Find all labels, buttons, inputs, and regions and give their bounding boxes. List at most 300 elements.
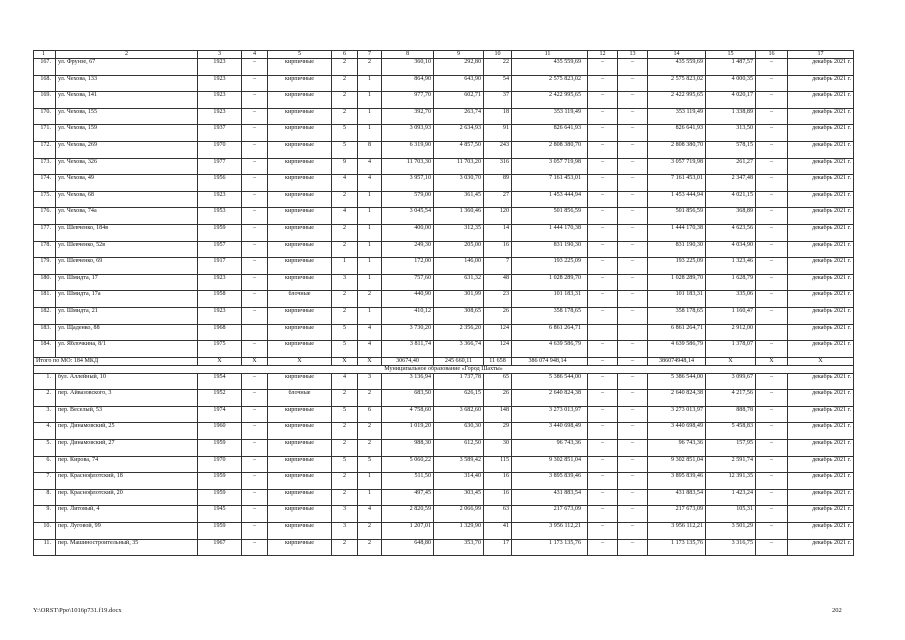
table-cell: 1 — [358, 307, 382, 324]
table-cell: 11. — [34, 539, 56, 556]
table-cell: – — [588, 539, 618, 556]
table-cell: 4 — [332, 208, 358, 225]
table-cell: 7 161 453,01 — [512, 175, 588, 192]
table-cell: 386 074 948,14 — [512, 357, 588, 365]
table-cell: 1 360,46 — [434, 208, 484, 225]
table-cell: 96 743,36 — [512, 440, 588, 457]
table-cell: 3 273 013,97 — [648, 406, 706, 423]
table-cell: 1970 — [198, 456, 242, 473]
table-cell: бул. Аллейный, 10 — [56, 373, 198, 390]
table-cell: 3 — [332, 523, 358, 540]
table-cell: кирпичные — [268, 258, 332, 275]
table-cell: 15 — [706, 51, 756, 59]
table-cell: – — [242, 59, 268, 76]
table-cell: 1954 — [198, 373, 242, 390]
table-cell: 1952 — [198, 390, 242, 407]
table-cell: 4 — [332, 373, 358, 390]
table-cell: 181. — [34, 291, 56, 308]
table-cell: 1 — [358, 258, 382, 275]
table-cell: 1 628,79 — [706, 274, 756, 291]
table-cell: 1 — [358, 473, 382, 490]
table-cell: 578,15 — [706, 141, 756, 158]
table-cell: кирпичные — [268, 241, 332, 258]
table-cell: 6 — [358, 406, 382, 423]
table-cell: 7 — [358, 51, 382, 59]
table-row — [34, 108, 854, 125]
table-cell: 1956 — [198, 175, 242, 192]
table-cell: – — [242, 75, 268, 92]
table-cell: 4 — [358, 175, 382, 192]
table-cell: 2 — [358, 440, 382, 457]
table-cell: ул. Шевченко, 52в — [56, 241, 198, 258]
table-cell: 6. — [34, 456, 56, 473]
table-cell: 2 — [332, 291, 358, 308]
table-cell: 2 634,93 — [434, 125, 484, 142]
table-cell: 5 060,22 — [382, 456, 434, 473]
table-cell: декабрь 2021 г. — [788, 341, 854, 358]
table-cell: – — [242, 274, 268, 291]
table-cell: декабрь 2021 г. — [788, 59, 854, 76]
table-cell: 263,74 — [434, 108, 484, 125]
table-cell: 1967 — [198, 539, 242, 556]
table-cell: 1 — [358, 274, 382, 291]
table-cell: 3 895 839,46 — [512, 473, 588, 490]
table-cell: 3 — [358, 373, 382, 390]
table-cell: ул. Шмидта, 17а — [56, 291, 198, 308]
table-cell: пер. Краснофлотский, 20 — [56, 489, 198, 506]
table-cell: – — [756, 456, 788, 473]
table-cell: 124 — [484, 324, 512, 341]
table-cell: 4 623,56 — [706, 224, 756, 241]
table-cell: – — [242, 341, 268, 358]
table-cell: – — [618, 141, 648, 158]
table-cell: 368,89 — [706, 208, 756, 225]
table-cell: 1 — [358, 241, 382, 258]
table-cell: 1 — [358, 108, 382, 125]
table-cell: 308,65 — [434, 307, 484, 324]
table-cell: – — [588, 241, 618, 258]
table-cell: 12 — [588, 51, 618, 59]
table-row — [34, 539, 854, 556]
total-row — [34, 357, 854, 365]
table-cell: – — [756, 75, 788, 92]
table-cell: 1 423,24 — [706, 489, 756, 506]
table-cell: кирпичные — [268, 274, 332, 291]
table-cell: кирпичные — [268, 473, 332, 490]
table-cell: X — [268, 357, 332, 365]
table-cell: 2 912,00 — [706, 324, 756, 341]
table-cell: 193 225,09 — [512, 258, 588, 275]
table-cell: 5 — [332, 406, 358, 423]
table-cell: – — [242, 191, 268, 208]
table-cell: кирпичные — [268, 191, 332, 208]
table-cell: 386074948,14 — [648, 357, 706, 365]
table-row — [34, 241, 854, 258]
table-cell: декабрь 2021 г. — [788, 258, 854, 275]
table-cell: кирпичные — [268, 423, 332, 440]
table-cell: декабрь 2021 г. — [788, 406, 854, 423]
table-cell: 511,50 — [382, 473, 434, 490]
table-cell: 5 386 544,00 — [512, 373, 588, 390]
table-cell: кирпичные — [268, 208, 332, 225]
table-cell: 3 — [198, 51, 242, 59]
table-cell: 7 161 453,01 — [648, 175, 706, 192]
table-row — [34, 423, 854, 440]
table-cell: 2 — [332, 75, 358, 92]
table-cell: – — [588, 341, 618, 358]
table-cell: кирпичные — [268, 141, 332, 158]
table-cell: 171. — [34, 125, 56, 142]
table-cell: кирпичные — [268, 489, 332, 506]
table-cell: 2 — [56, 51, 198, 59]
table-cell: 1953 — [198, 208, 242, 225]
table-cell: – — [756, 241, 788, 258]
table-cell: 4 — [358, 506, 382, 523]
table-cell: – — [242, 456, 268, 473]
table-cell: – — [618, 158, 648, 175]
table-cell: кирпичные — [268, 506, 332, 523]
table-cell: 10. — [34, 523, 56, 540]
table-cell: 2 — [332, 489, 358, 506]
table-cell: X — [198, 357, 242, 365]
table-cell: X — [358, 357, 382, 365]
table-cell: – — [756, 341, 788, 358]
table-cell: – — [618, 59, 648, 76]
table-cell: 1923 — [198, 75, 242, 92]
table-cell: – — [618, 373, 648, 390]
table-cell: пер. Краснофлотский, 18 — [56, 473, 198, 490]
table-cell: 1 — [358, 125, 382, 142]
table-cell: – — [756, 307, 788, 324]
table-cell: – — [618, 390, 648, 407]
table-cell: 1 173 135,76 — [512, 539, 588, 556]
table-cell: 683,50 — [382, 390, 434, 407]
table-row — [34, 341, 854, 358]
table-cell — [756, 324, 788, 341]
table-cell: 1 173 135,76 — [648, 539, 706, 556]
table-cell: 1959 — [198, 473, 242, 490]
table-cell: – — [756, 523, 788, 540]
table-cell: 29 — [484, 423, 512, 440]
table-cell: 2 575 823,02 — [648, 75, 706, 92]
table-row — [34, 291, 854, 308]
table-cell: – — [756, 274, 788, 291]
table-cell: 4 — [358, 324, 382, 341]
table-cell: 2 — [332, 423, 358, 440]
table-cell: 313,50 — [706, 125, 756, 142]
table-cell: 18 — [484, 108, 512, 125]
table-cell: 2 — [358, 423, 382, 440]
table-cell: кирпичные — [268, 59, 332, 76]
table-cell: 3 589,42 — [434, 456, 484, 473]
table-cell: пер. Веселый, 53 — [56, 406, 198, 423]
table-cell: – — [618, 274, 648, 291]
table-cell: 30 — [484, 440, 512, 457]
table-cell: – — [756, 406, 788, 423]
table-cell: 1 444 170,38 — [648, 224, 706, 241]
table-cell: 2 — [332, 108, 358, 125]
table-cell: 579,00 — [382, 191, 434, 208]
table-cell: 169. — [34, 92, 56, 109]
table-cell: декабрь 2021 г. — [788, 539, 854, 556]
table-cell: 16 — [484, 241, 512, 258]
table-cell: 312,35 — [434, 224, 484, 241]
table-cell: 16 — [484, 473, 512, 490]
table-cell: 101 183,31 — [648, 291, 706, 308]
table-cell: блочные — [268, 291, 332, 308]
table-cell: 89 — [484, 175, 512, 192]
table-cell: – — [588, 307, 618, 324]
table-cell: – — [756, 473, 788, 490]
table-cell: декабрь 2021 г. — [788, 158, 854, 175]
table-cell: 2. — [34, 390, 56, 407]
table-cell: 3 030,70 — [434, 175, 484, 192]
table-cell: 2 — [332, 224, 358, 241]
table-cell: 301,99 — [434, 291, 484, 308]
table-cell: – — [588, 175, 618, 192]
table-row — [34, 158, 854, 175]
table-cell: – — [618, 523, 648, 540]
table-cell: – — [756, 291, 788, 308]
table-cell: 3 — [332, 274, 358, 291]
table-cell: – — [756, 191, 788, 208]
table-cell: 2 — [358, 390, 382, 407]
table-cell: – — [588, 506, 618, 523]
table-cell: 3 730,20 — [382, 324, 434, 341]
table-cell: 4 — [332, 175, 358, 192]
table-cell — [588, 324, 618, 341]
table-cell: – — [618, 489, 648, 506]
table-cell: 392,70 — [382, 108, 434, 125]
table-cell: декабрь 2021 г. — [788, 208, 854, 225]
table-cell: 124 — [484, 341, 512, 358]
table-cell: 1970 — [198, 141, 242, 158]
table-row — [34, 523, 854, 540]
table-cell: 831 190,30 — [512, 241, 588, 258]
table-cell: пер. Кирова, 74 — [56, 456, 198, 473]
table-cell: – — [756, 373, 788, 390]
table-cell: 1 453 444,94 — [512, 191, 588, 208]
table-cell: 3 957,10 — [382, 175, 434, 192]
table-cell: 3 895 839,46 — [648, 473, 706, 490]
table-row — [34, 141, 854, 158]
table-cell: – — [588, 208, 618, 225]
table-cell: – — [618, 108, 648, 125]
table-cell: 3 136,94 — [382, 373, 434, 390]
table-cell: – — [588, 92, 618, 109]
table-cell: 182. — [34, 307, 56, 324]
table-cell: 178. — [34, 241, 56, 258]
table-cell: 168. — [34, 75, 56, 92]
table-cell: ул. Чехова, 68 — [56, 191, 198, 208]
table-cell: 5 — [332, 456, 358, 473]
table-cell: 361,45 — [434, 191, 484, 208]
table-cell: блочные — [268, 390, 332, 407]
table-cell: 2 575 823,02 — [512, 75, 588, 92]
table-cell: – — [588, 59, 618, 76]
table-cell: 1. — [34, 373, 56, 390]
table-cell: – — [588, 456, 618, 473]
table-cell: 1 160,47 — [706, 307, 756, 324]
table-cell: – — [618, 191, 648, 208]
table-cell: 217 673,09 — [512, 506, 588, 523]
table-cell: декабрь 2021 г. — [788, 456, 854, 473]
table-cell: – — [588, 406, 618, 423]
table-cell: 1959 — [198, 224, 242, 241]
table-cell: – — [618, 456, 648, 473]
table-cell: – — [242, 307, 268, 324]
table-cell: 831 190,30 — [648, 241, 706, 258]
table-cell: X — [332, 357, 358, 365]
table-cell: 435 559,69 — [648, 59, 706, 76]
table-cell: 977,70 — [382, 92, 434, 109]
table-cell: – — [756, 208, 788, 225]
table-cell: 3 057 719,98 — [648, 158, 706, 175]
table-cell: 243 — [484, 141, 512, 158]
table-cell: 2 347,48 — [706, 175, 756, 192]
table-cell: 2 640 824,38 — [512, 390, 588, 407]
table-cell: 2 — [332, 390, 358, 407]
table-row — [34, 390, 854, 407]
table-cell: 183. — [34, 324, 56, 341]
table-cell: 1 487,57 — [706, 59, 756, 76]
table-cell: – — [242, 489, 268, 506]
table-cell: декабрь 2021 г. — [788, 141, 854, 158]
table-cell: – — [242, 141, 268, 158]
table-cell: 184. — [34, 341, 56, 358]
table-cell: 6 319,90 — [382, 141, 434, 158]
table-cell: 180. — [34, 274, 56, 291]
table-cell: 1 — [358, 224, 382, 241]
table-cell: 1923 — [198, 108, 242, 125]
table-cell: 249,30 — [382, 241, 434, 258]
register-sheet — [33, 50, 853, 556]
table-cell: 1960 — [198, 423, 242, 440]
table-cell: 1923 — [198, 191, 242, 208]
table-cell: – — [756, 423, 788, 440]
table-cell: 2 — [332, 92, 358, 109]
table-cell: 173. — [34, 158, 56, 175]
table-cell: – — [242, 208, 268, 225]
table-cell: кирпичные — [268, 406, 332, 423]
table-cell: 400,00 — [382, 224, 434, 241]
table-cell: 16 — [484, 489, 512, 506]
table-row — [34, 440, 854, 457]
table-cell: – — [756, 390, 788, 407]
table-cell: 826 641,93 — [512, 125, 588, 142]
table-cell: 1 338,89 — [706, 108, 756, 125]
table-cell: – — [588, 440, 618, 457]
table-cell: X — [706, 357, 756, 365]
table-cell: 4 020,17 — [706, 92, 756, 109]
table-cell: 1937 — [198, 125, 242, 142]
table-cell: декабрь 2021 г. — [788, 75, 854, 92]
table-cell: ул. Чехова, 49 — [56, 175, 198, 192]
table-cell: 353 119,49 — [648, 108, 706, 125]
table-cell: 54 — [484, 75, 512, 92]
table-cell: 5 — [268, 51, 332, 59]
table-cell: ул. Чехова, 141 — [56, 92, 198, 109]
table-cell: – — [242, 224, 268, 241]
table-cell: – — [618, 92, 648, 109]
table-cell: ул. Шмидта, 21 — [56, 307, 198, 324]
table-cell: – — [756, 506, 788, 523]
table-cell: – — [242, 390, 268, 407]
table-cell: декабрь 2021 г. — [788, 440, 854, 457]
table-cell: 1 — [332, 258, 358, 275]
table-cell: 757,60 — [382, 274, 434, 291]
table-cell: декабрь 2021 г. — [788, 373, 854, 390]
table-cell: 4 639 586,79 — [648, 341, 706, 358]
table-cell: 11 658 — [484, 357, 512, 365]
table-cell: 170. — [34, 108, 56, 125]
table-cell: – — [588, 125, 618, 142]
table-cell: декабрь 2021 г. — [788, 291, 854, 308]
table-cell: кирпичные — [268, 539, 332, 556]
section-title-row — [34, 365, 854, 373]
table-row — [34, 208, 854, 225]
table-cell: – — [756, 108, 788, 125]
table-cell: 440,90 — [382, 291, 434, 308]
table-cell: 2 — [332, 191, 358, 208]
table-cell: 174. — [34, 175, 56, 192]
table-cell: – — [242, 406, 268, 423]
table-cell: – — [618, 75, 648, 92]
table-cell: – — [618, 175, 648, 192]
table-cell: 1 028 289,70 — [512, 274, 588, 291]
table-cell: 8 — [358, 141, 382, 158]
table-cell: – — [588, 141, 618, 158]
table-cell: – — [588, 373, 618, 390]
page-number: 202 — [832, 607, 842, 614]
table-cell: – — [756, 158, 788, 175]
table-cell: 115 — [484, 456, 512, 473]
table-cell: 1 — [358, 208, 382, 225]
table-cell: 1 — [358, 75, 382, 92]
table-cell: декабрь 2021 г. — [788, 506, 854, 523]
table-row — [34, 258, 854, 275]
table-cell: 91 — [484, 125, 512, 142]
table-cell: 9 302 851,04 — [648, 456, 706, 473]
table-cell: – — [242, 92, 268, 109]
table-cell: 3 440 698,49 — [512, 423, 588, 440]
table-cell: 1 — [358, 489, 382, 506]
table-cell: 497,45 — [382, 489, 434, 506]
table-cell: ул. Чехова, 159 — [56, 125, 198, 142]
table-cell: 9 — [434, 51, 484, 59]
table-cell: 179. — [34, 258, 56, 275]
table-cell — [242, 324, 268, 341]
table-cell: – — [588, 357, 618, 365]
table-cell: 37 — [484, 92, 512, 109]
table-cell: 26 — [484, 307, 512, 324]
table-cell: пер. Литовый, 4 — [56, 506, 198, 523]
table-cell: декабрь 2021 г. — [788, 125, 854, 142]
table-cell: декабрь 2021 г. — [788, 175, 854, 192]
table-cell: 431 883,54 — [648, 489, 706, 506]
table-cell: – — [756, 59, 788, 76]
table-cell: – — [588, 191, 618, 208]
register-table — [33, 50, 854, 556]
table-cell: – — [756, 258, 788, 275]
table-cell: 3 811,74 — [382, 341, 434, 358]
table-cell: 2 066,99 — [434, 506, 484, 523]
table-cell: – — [242, 506, 268, 523]
table-cell: – — [618, 307, 648, 324]
table-cell: 148 — [484, 406, 512, 423]
table-cell: 1 444 170,38 — [512, 224, 588, 241]
table-cell: – — [756, 539, 788, 556]
